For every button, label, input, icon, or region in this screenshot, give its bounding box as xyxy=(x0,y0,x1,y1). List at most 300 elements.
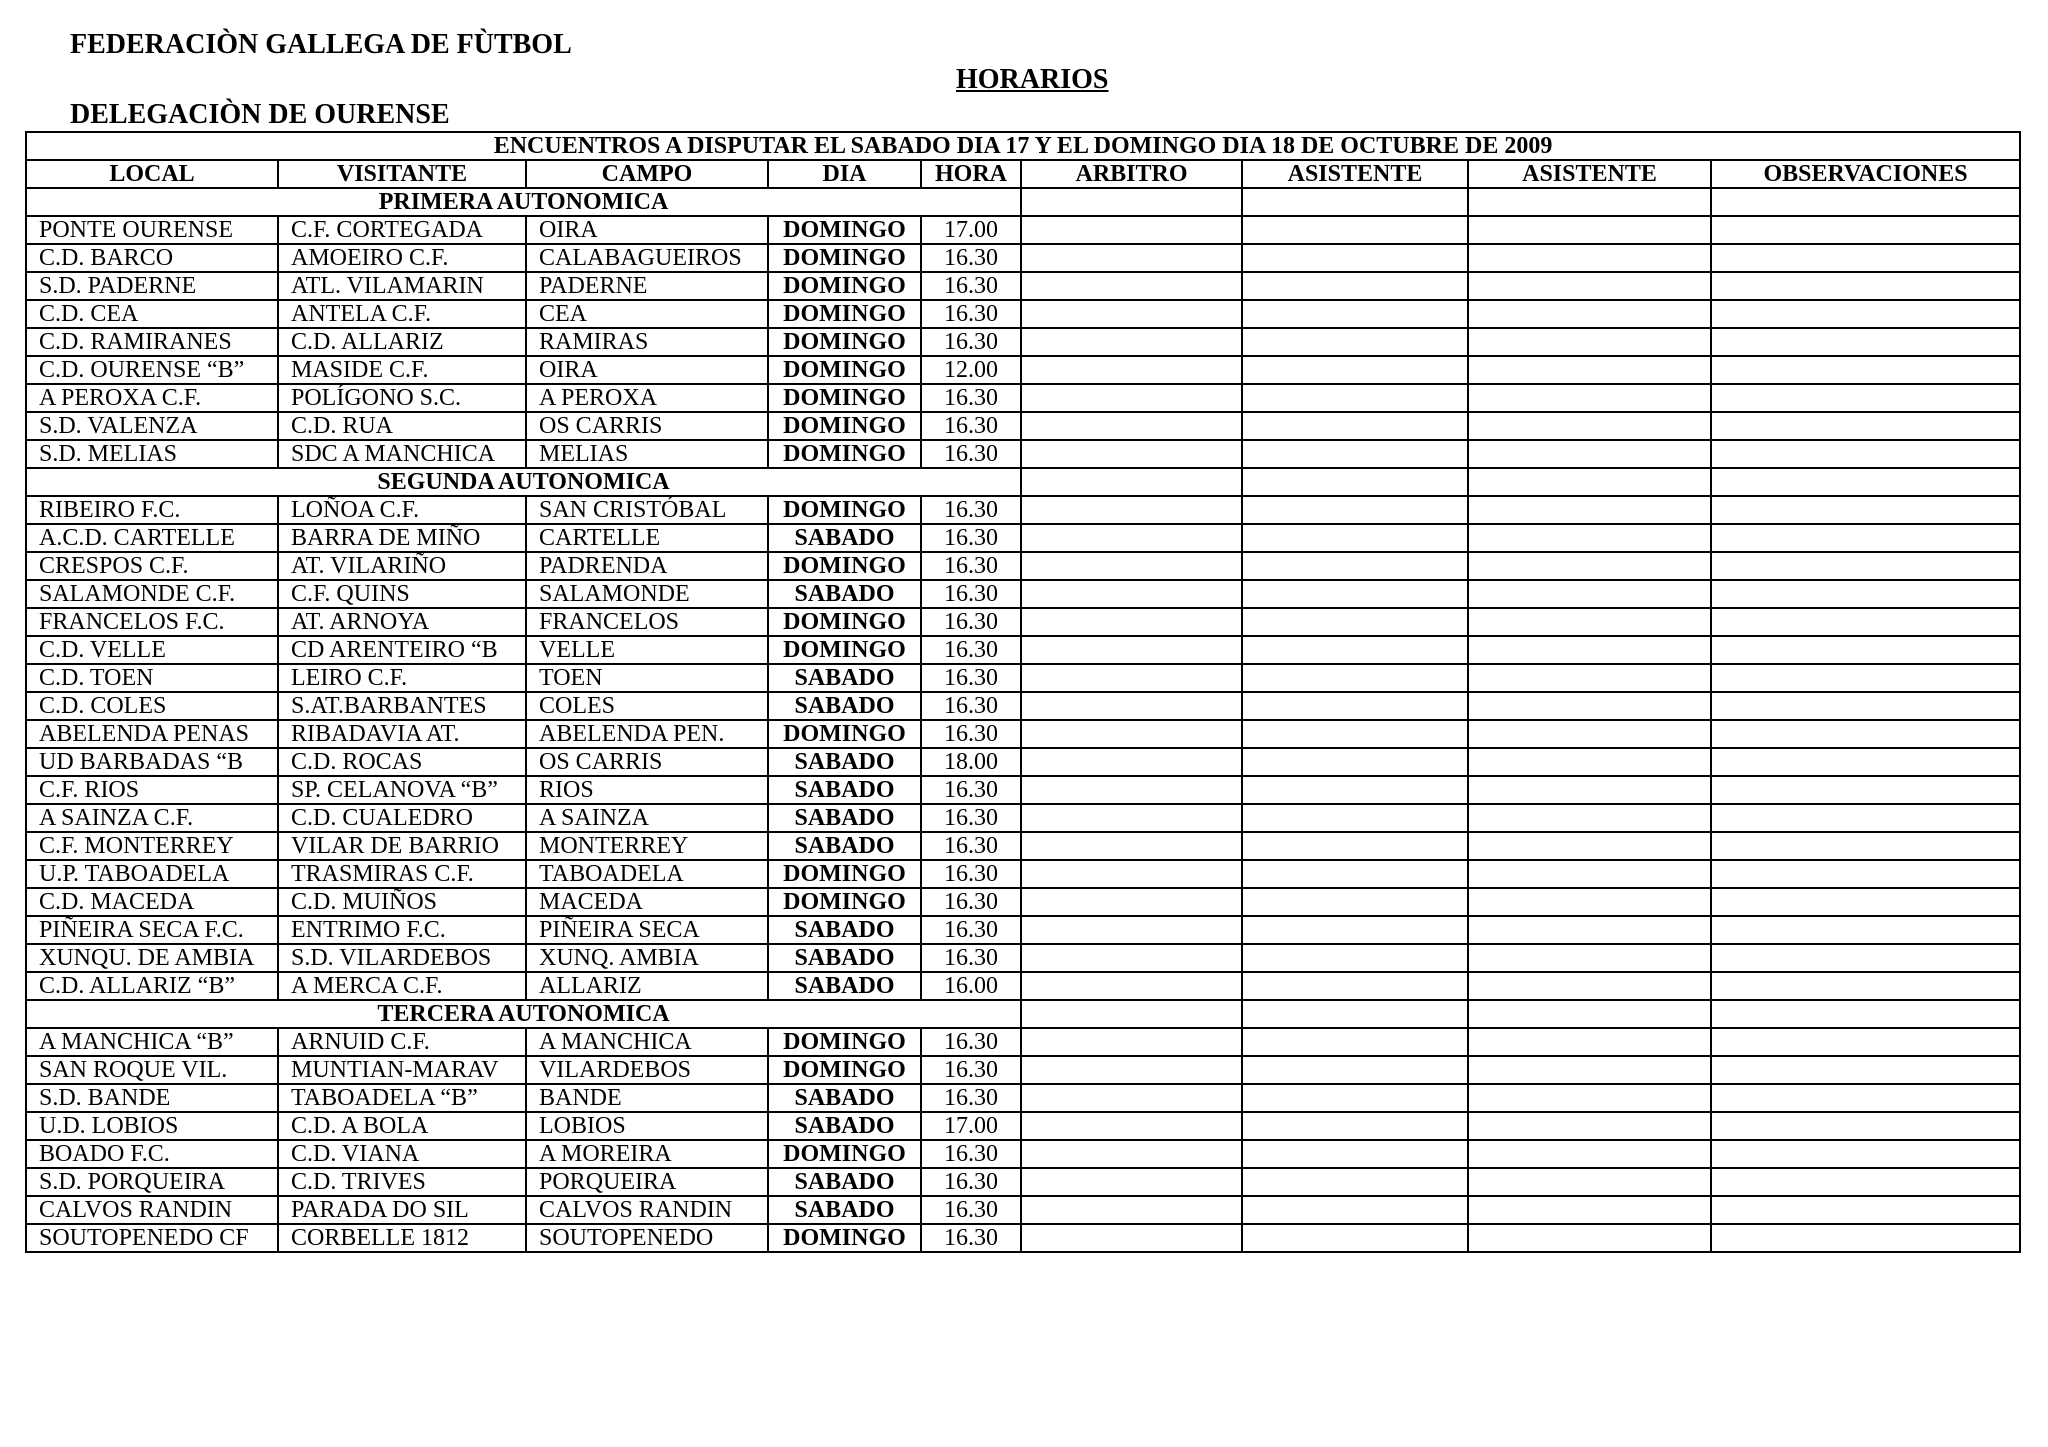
empty-cell xyxy=(1468,384,1711,412)
col-local-header: LOCAL xyxy=(26,160,278,188)
empty-cell xyxy=(1711,328,2020,356)
dia-cell: DOMINGO xyxy=(768,552,921,580)
campo-cell: FRANCELOS xyxy=(526,608,768,636)
table-row xyxy=(26,384,2020,412)
empty-cell xyxy=(1021,1000,1242,1028)
table-row xyxy=(26,1196,2020,1224)
table-row xyxy=(26,664,2020,692)
empty-cell xyxy=(1242,552,1468,580)
table-row xyxy=(26,328,2020,356)
empty-cell xyxy=(1021,720,1242,748)
visitante-cell: LOÑOA C.F. xyxy=(278,496,526,524)
empty-cell xyxy=(1468,776,1711,804)
empty-cell xyxy=(1468,580,1711,608)
empty-cell xyxy=(1242,496,1468,524)
campo-cell: MACEDA xyxy=(526,888,768,916)
empty-cell xyxy=(1021,1112,1242,1140)
visitante-cell: VILAR DE BARRIO xyxy=(278,832,526,860)
section-row xyxy=(26,1000,2020,1028)
hora-cell: 16.30 xyxy=(921,244,1021,272)
empty-cell xyxy=(1711,664,2020,692)
empty-cell xyxy=(1021,440,1242,468)
empty-cell xyxy=(1021,944,1242,972)
visitante-cell: PARADA DO SIL xyxy=(278,1196,526,1224)
dia-cell: DOMINGO xyxy=(768,412,921,440)
empty-cell xyxy=(1711,216,2020,244)
visitante-cell: C.D. CUALEDRO xyxy=(278,804,526,832)
visitante-cell: C.F. QUINS xyxy=(278,580,526,608)
dia-cell: SABADO xyxy=(768,1196,921,1224)
empty-cell xyxy=(1468,1084,1711,1112)
campo-cell: BANDE xyxy=(526,1084,768,1112)
visitante-cell: ATL. VILAMARIN xyxy=(278,272,526,300)
delegation-name: DELEGACIÒN DE OURENSE xyxy=(70,99,450,130)
table-row xyxy=(26,272,2020,300)
empty-cell xyxy=(1242,244,1468,272)
col-visitante-header: VISITANTE xyxy=(278,160,526,188)
hora-cell: 16.30 xyxy=(921,888,1021,916)
table-row xyxy=(26,216,2020,244)
dia-cell: DOMINGO xyxy=(768,608,921,636)
table-row xyxy=(26,300,2020,328)
campo-cell: RAMIRAS xyxy=(526,328,768,356)
hora-cell: 16.30 xyxy=(921,384,1021,412)
empty-cell xyxy=(1242,356,1468,384)
empty-cell xyxy=(1021,552,1242,580)
empty-cell xyxy=(1242,384,1468,412)
dia-cell: DOMINGO xyxy=(768,1224,921,1252)
empty-cell xyxy=(1468,972,1711,1000)
empty-cell xyxy=(1242,664,1468,692)
empty-cell xyxy=(1468,216,1711,244)
table-row xyxy=(26,608,2020,636)
empty-cell xyxy=(1021,888,1242,916)
hora-cell: 16.30 xyxy=(921,552,1021,580)
empty-cell xyxy=(1711,804,2020,832)
visitante-cell: C.D. TRIVES xyxy=(278,1168,526,1196)
dia-cell: DOMINGO xyxy=(768,440,921,468)
campo-cell: LOBIOS xyxy=(526,1112,768,1140)
empty-cell xyxy=(1711,412,2020,440)
empty-cell xyxy=(1468,860,1711,888)
dia-cell: DOMINGO xyxy=(768,1056,921,1084)
hora-cell: 16.30 xyxy=(921,692,1021,720)
dia-cell: SABADO xyxy=(768,972,921,1000)
dia-cell: SABADO xyxy=(768,748,921,776)
visitante-cell: S.AT.BARBANTES xyxy=(278,692,526,720)
empty-cell xyxy=(1242,944,1468,972)
empty-cell xyxy=(1242,188,1468,216)
hora-cell: 16.30 xyxy=(921,720,1021,748)
empty-cell xyxy=(1242,1112,1468,1140)
empty-cell xyxy=(1711,860,2020,888)
empty-cell xyxy=(1021,216,1242,244)
dia-cell: SABADO xyxy=(768,1084,921,1112)
empty-cell xyxy=(1242,580,1468,608)
table-row xyxy=(26,748,2020,776)
empty-cell xyxy=(1021,328,1242,356)
campo-cell: CALVOS RANDIN xyxy=(526,1196,768,1224)
campo-cell: SOUTOPENEDO xyxy=(526,1224,768,1252)
campo-cell: PADRENDA xyxy=(526,552,768,580)
visitante-cell: A MERCA C.F. xyxy=(278,972,526,1000)
local-cell: A.C.D. CARTELLE xyxy=(26,524,278,552)
hora-cell: 17.00 xyxy=(921,1112,1021,1140)
hora-cell: 16.30 xyxy=(921,328,1021,356)
hora-cell: 16.30 xyxy=(921,440,1021,468)
empty-cell xyxy=(1468,468,1711,496)
empty-cell xyxy=(1468,1112,1711,1140)
dia-cell: DOMINGO xyxy=(768,328,921,356)
visitante-cell: TRASMIRAS C.F. xyxy=(278,860,526,888)
hora-cell: 16.30 xyxy=(921,1168,1021,1196)
visitante-cell: ENTRIMO F.C. xyxy=(278,916,526,944)
empty-cell xyxy=(1242,1224,1468,1252)
empty-cell xyxy=(1468,524,1711,552)
campo-cell: ABELENDA PEN. xyxy=(526,720,768,748)
table-row xyxy=(26,356,2020,384)
empty-cell xyxy=(1468,804,1711,832)
empty-cell xyxy=(1021,692,1242,720)
empty-cell xyxy=(1468,412,1711,440)
schedule-body xyxy=(26,132,2020,1252)
hora-cell: 17.00 xyxy=(921,216,1021,244)
visitante-cell: POLÍGONO S.C. xyxy=(278,384,526,412)
campo-cell: ALLARIZ xyxy=(526,972,768,1000)
col-asistente-1-header: ASISTENTE xyxy=(1242,160,1468,188)
hora-cell: 16.30 xyxy=(921,776,1021,804)
empty-cell xyxy=(1468,1196,1711,1224)
empty-cell xyxy=(1468,944,1711,972)
visitante-cell: MASIDE C.F. xyxy=(278,356,526,384)
col-campo-header: CAMPO xyxy=(526,160,768,188)
hora-cell: 16.30 xyxy=(921,496,1021,524)
table-row xyxy=(26,580,2020,608)
local-cell: SALAMONDE C.F. xyxy=(26,580,278,608)
empty-cell xyxy=(1021,1056,1242,1084)
hora-cell: 16.30 xyxy=(921,664,1021,692)
empty-cell xyxy=(1711,552,2020,580)
empty-cell xyxy=(1468,552,1711,580)
dia-cell: SABADO xyxy=(768,1168,921,1196)
empty-cell xyxy=(1468,496,1711,524)
hora-cell: 16.30 xyxy=(921,524,1021,552)
empty-cell xyxy=(1242,1084,1468,1112)
local-cell: CRESPOS C.F. xyxy=(26,552,278,580)
campo-cell: A SAINZA xyxy=(526,804,768,832)
section-title: SEGUNDA AUTONOMICA xyxy=(26,468,1021,496)
campo-cell: SAN CRISTÓBAL xyxy=(526,496,768,524)
empty-cell xyxy=(1242,1000,1468,1028)
campo-cell: OS CARRIS xyxy=(526,412,768,440)
empty-cell xyxy=(1242,272,1468,300)
empty-cell xyxy=(1242,1028,1468,1056)
schedule-table xyxy=(25,131,2021,1253)
empty-cell xyxy=(1711,832,2020,860)
campo-cell: PIÑEIRA SECA xyxy=(526,916,768,944)
hora-cell: 16.30 xyxy=(921,1056,1021,1084)
empty-cell xyxy=(1242,636,1468,664)
empty-cell xyxy=(1021,496,1242,524)
visitante-cell: C.D. RUA xyxy=(278,412,526,440)
col-arbitro-header: ARBITRO xyxy=(1021,160,1242,188)
visitante-cell: BARRA DE MIÑO xyxy=(278,524,526,552)
local-cell: C.D. ALLARIZ “B” xyxy=(26,972,278,1000)
empty-cell xyxy=(1468,1168,1711,1196)
hora-cell: 16.30 xyxy=(921,916,1021,944)
empty-cell xyxy=(1242,832,1468,860)
empty-cell xyxy=(1021,664,1242,692)
campo-cell: SALAMONDE xyxy=(526,580,768,608)
empty-cell xyxy=(1711,720,2020,748)
empty-cell xyxy=(1021,608,1242,636)
dia-cell: DOMINGO xyxy=(768,300,921,328)
table-row xyxy=(26,636,2020,664)
dia-cell: DOMINGO xyxy=(768,496,921,524)
empty-cell xyxy=(1468,356,1711,384)
empty-cell xyxy=(1242,860,1468,888)
empty-cell xyxy=(1711,188,2020,216)
empty-cell xyxy=(1711,1112,2020,1140)
empty-cell xyxy=(1021,860,1242,888)
empty-cell xyxy=(1021,1168,1242,1196)
empty-cell xyxy=(1021,1224,1242,1252)
campo-cell: A PEROXA xyxy=(526,384,768,412)
empty-cell xyxy=(1021,580,1242,608)
federation-name: FEDERACIÒN GALLEGA DE FÙTBOL xyxy=(70,29,572,60)
dia-cell: DOMINGO xyxy=(768,1028,921,1056)
page-title: HORARIOS xyxy=(956,64,1109,95)
empty-cell xyxy=(1242,524,1468,552)
local-cell: C.D. VELLE xyxy=(26,636,278,664)
empty-cell xyxy=(1242,916,1468,944)
campo-cell: RIOS xyxy=(526,776,768,804)
dia-cell: SABADO xyxy=(768,1112,921,1140)
hora-cell: 16.30 xyxy=(921,944,1021,972)
campo-cell: TABOADELA xyxy=(526,860,768,888)
section-title: PRIMERA AUTONOMICA xyxy=(26,188,1021,216)
hora-cell: 16.30 xyxy=(921,636,1021,664)
campo-cell: PADERNE xyxy=(526,272,768,300)
local-cell: C.D. COLES xyxy=(26,692,278,720)
section-row xyxy=(26,468,2020,496)
visitante-cell: C.D. ROCAS xyxy=(278,748,526,776)
empty-cell xyxy=(1711,692,2020,720)
local-cell: C.D. CEA xyxy=(26,300,278,328)
table-row xyxy=(26,888,2020,916)
local-cell: S.D. VALENZA xyxy=(26,412,278,440)
local-cell: C.F. MONTERREY xyxy=(26,832,278,860)
hora-cell: 16.30 xyxy=(921,1084,1021,1112)
empty-cell xyxy=(1468,720,1711,748)
dia-cell: SABADO xyxy=(768,692,921,720)
empty-cell xyxy=(1711,1224,2020,1252)
empty-cell xyxy=(1021,916,1242,944)
empty-cell xyxy=(1021,188,1242,216)
local-cell: CALVOS RANDIN xyxy=(26,1196,278,1224)
local-cell: A MANCHICA “B” xyxy=(26,1028,278,1056)
table-row xyxy=(26,832,2020,860)
hora-cell: 16.30 xyxy=(921,580,1021,608)
local-cell: SAN ROQUE VIL. xyxy=(26,1056,278,1084)
empty-cell xyxy=(1021,272,1242,300)
table-row xyxy=(26,440,2020,468)
empty-cell xyxy=(1711,776,2020,804)
empty-cell xyxy=(1468,664,1711,692)
table-row xyxy=(26,1112,2020,1140)
col-observaciones-header: OBSERVACIONES xyxy=(1711,160,2020,188)
empty-cell xyxy=(1468,272,1711,300)
empty-cell xyxy=(1242,440,1468,468)
table-row xyxy=(26,1168,2020,1196)
visitante-cell: C.D. VIANA xyxy=(278,1140,526,1168)
table-row xyxy=(26,776,2020,804)
empty-cell xyxy=(1242,412,1468,440)
empty-cell xyxy=(1242,1056,1468,1084)
empty-cell xyxy=(1711,1084,2020,1112)
local-cell: C.F. RIOS xyxy=(26,776,278,804)
empty-cell xyxy=(1242,720,1468,748)
empty-cell xyxy=(1711,356,2020,384)
local-cell: C.D. BARCO xyxy=(26,244,278,272)
visitante-cell: TABOADELA “B” xyxy=(278,1084,526,1112)
visitante-cell: AT. VILARIÑO xyxy=(278,552,526,580)
local-cell: BOADO F.C. xyxy=(26,1140,278,1168)
visitante-cell: C.D. ALLARIZ xyxy=(278,328,526,356)
col-dia-header: DIA xyxy=(768,160,921,188)
campo-cell: A MOREIRA xyxy=(526,1140,768,1168)
empty-cell xyxy=(1468,888,1711,916)
campo-cell: MONTERREY xyxy=(526,832,768,860)
visitante-cell: RIBADAVIA AT. xyxy=(278,720,526,748)
empty-cell xyxy=(1711,580,2020,608)
table-row xyxy=(26,244,2020,272)
local-cell: S.D. PADERNE xyxy=(26,272,278,300)
empty-cell xyxy=(1021,384,1242,412)
table-row xyxy=(26,1224,2020,1252)
empty-cell xyxy=(1711,1000,2020,1028)
dia-cell: SABADO xyxy=(768,832,921,860)
col-hora-header: HORA xyxy=(921,160,1021,188)
local-cell: C.D. RAMIRANES xyxy=(26,328,278,356)
empty-cell xyxy=(1468,916,1711,944)
dia-cell: SABADO xyxy=(768,580,921,608)
empty-cell xyxy=(1242,804,1468,832)
visitante-cell: CORBELLE 1812 xyxy=(278,1224,526,1252)
table-row xyxy=(26,412,2020,440)
table-caption: ENCUENTROS A DISPUTAR EL SABADO DIA 17 Y EL DOMINGO DIA 18 DE OCTUBRE DE 2009 xyxy=(26,132,2020,160)
local-cell: C.D. OURENSE “B” xyxy=(26,356,278,384)
empty-cell xyxy=(1021,1196,1242,1224)
dia-cell: DOMINGO xyxy=(768,888,921,916)
hora-cell: 16.30 xyxy=(921,1196,1021,1224)
empty-cell xyxy=(1021,300,1242,328)
local-cell: C.D. TOEN xyxy=(26,664,278,692)
table-row xyxy=(26,692,2020,720)
local-cell: C.D. MACEDA xyxy=(26,888,278,916)
campo-cell: CALABAGUEIROS xyxy=(526,244,768,272)
campo-cell: VILARDEBOS xyxy=(526,1056,768,1084)
local-cell: U.P. TABOADELA xyxy=(26,860,278,888)
local-cell: A PEROXA C.F. xyxy=(26,384,278,412)
local-cell: S.D. BANDE xyxy=(26,1084,278,1112)
dia-cell: DOMINGO xyxy=(768,356,921,384)
hora-cell: 16.30 xyxy=(921,608,1021,636)
empty-cell xyxy=(1021,1140,1242,1168)
empty-cell xyxy=(1021,356,1242,384)
visitante-cell: AMOEIRO C.F. xyxy=(278,244,526,272)
campo-cell: OIRA xyxy=(526,216,768,244)
empty-cell xyxy=(1468,636,1711,664)
empty-cell xyxy=(1711,300,2020,328)
col-asistente-2-header: ASISTENTE xyxy=(1468,160,1711,188)
empty-cell xyxy=(1711,972,2020,1000)
empty-cell xyxy=(1711,440,2020,468)
empty-cell xyxy=(1711,272,2020,300)
empty-cell xyxy=(1021,636,1242,664)
empty-cell xyxy=(1711,608,2020,636)
empty-cell xyxy=(1468,1224,1711,1252)
empty-cell xyxy=(1021,412,1242,440)
empty-cell xyxy=(1242,888,1468,916)
visitante-cell: SP. CELANOVA “B” xyxy=(278,776,526,804)
visitante-cell: SDC A MANCHICA xyxy=(278,440,526,468)
empty-cell xyxy=(1468,1028,1711,1056)
empty-cell xyxy=(1711,524,2020,552)
empty-cell xyxy=(1711,1168,2020,1196)
table-row xyxy=(26,916,2020,944)
dia-cell: DOMINGO xyxy=(768,384,921,412)
campo-cell: OS CARRIS xyxy=(526,748,768,776)
section-title: TERCERA AUTONOMICA xyxy=(26,1000,1021,1028)
empty-cell xyxy=(1468,1056,1711,1084)
visitante-cell: S.D. VILARDEBOS xyxy=(278,944,526,972)
empty-cell xyxy=(1468,244,1711,272)
campo-cell: TOEN xyxy=(526,664,768,692)
table-row xyxy=(26,552,2020,580)
campo-cell: PORQUEIRA xyxy=(526,1168,768,1196)
dia-cell: SABADO xyxy=(768,776,921,804)
local-cell: S.D. MELIAS xyxy=(26,440,278,468)
empty-cell xyxy=(1242,1168,1468,1196)
empty-cell xyxy=(1468,328,1711,356)
empty-cell xyxy=(1711,468,2020,496)
local-cell: PONTE OURENSE xyxy=(26,216,278,244)
empty-cell xyxy=(1711,1140,2020,1168)
dia-cell: SABADO xyxy=(768,524,921,552)
campo-cell: XUNQ. AMBIA xyxy=(526,944,768,972)
empty-cell xyxy=(1711,888,2020,916)
visitante-cell: MUNTIAN-MARAV xyxy=(278,1056,526,1084)
table-row xyxy=(26,972,2020,1000)
hora-cell: 16.30 xyxy=(921,412,1021,440)
empty-cell xyxy=(1711,1028,2020,1056)
table-row xyxy=(26,496,2020,524)
empty-cell xyxy=(1711,496,2020,524)
table-row xyxy=(26,1140,2020,1168)
dia-cell: DOMINGO xyxy=(768,216,921,244)
empty-cell xyxy=(1242,468,1468,496)
hora-cell: 16.30 xyxy=(921,1028,1021,1056)
visitante-cell: C.D. MUIÑOS xyxy=(278,888,526,916)
visitante-cell: CD ARENTEIRO “B xyxy=(278,636,526,664)
dia-cell: SABADO xyxy=(768,916,921,944)
empty-cell xyxy=(1021,804,1242,832)
table-caption-row xyxy=(26,132,2020,160)
empty-cell xyxy=(1468,692,1711,720)
empty-cell xyxy=(1711,1196,2020,1224)
local-cell: UD BARBADAS “B xyxy=(26,748,278,776)
